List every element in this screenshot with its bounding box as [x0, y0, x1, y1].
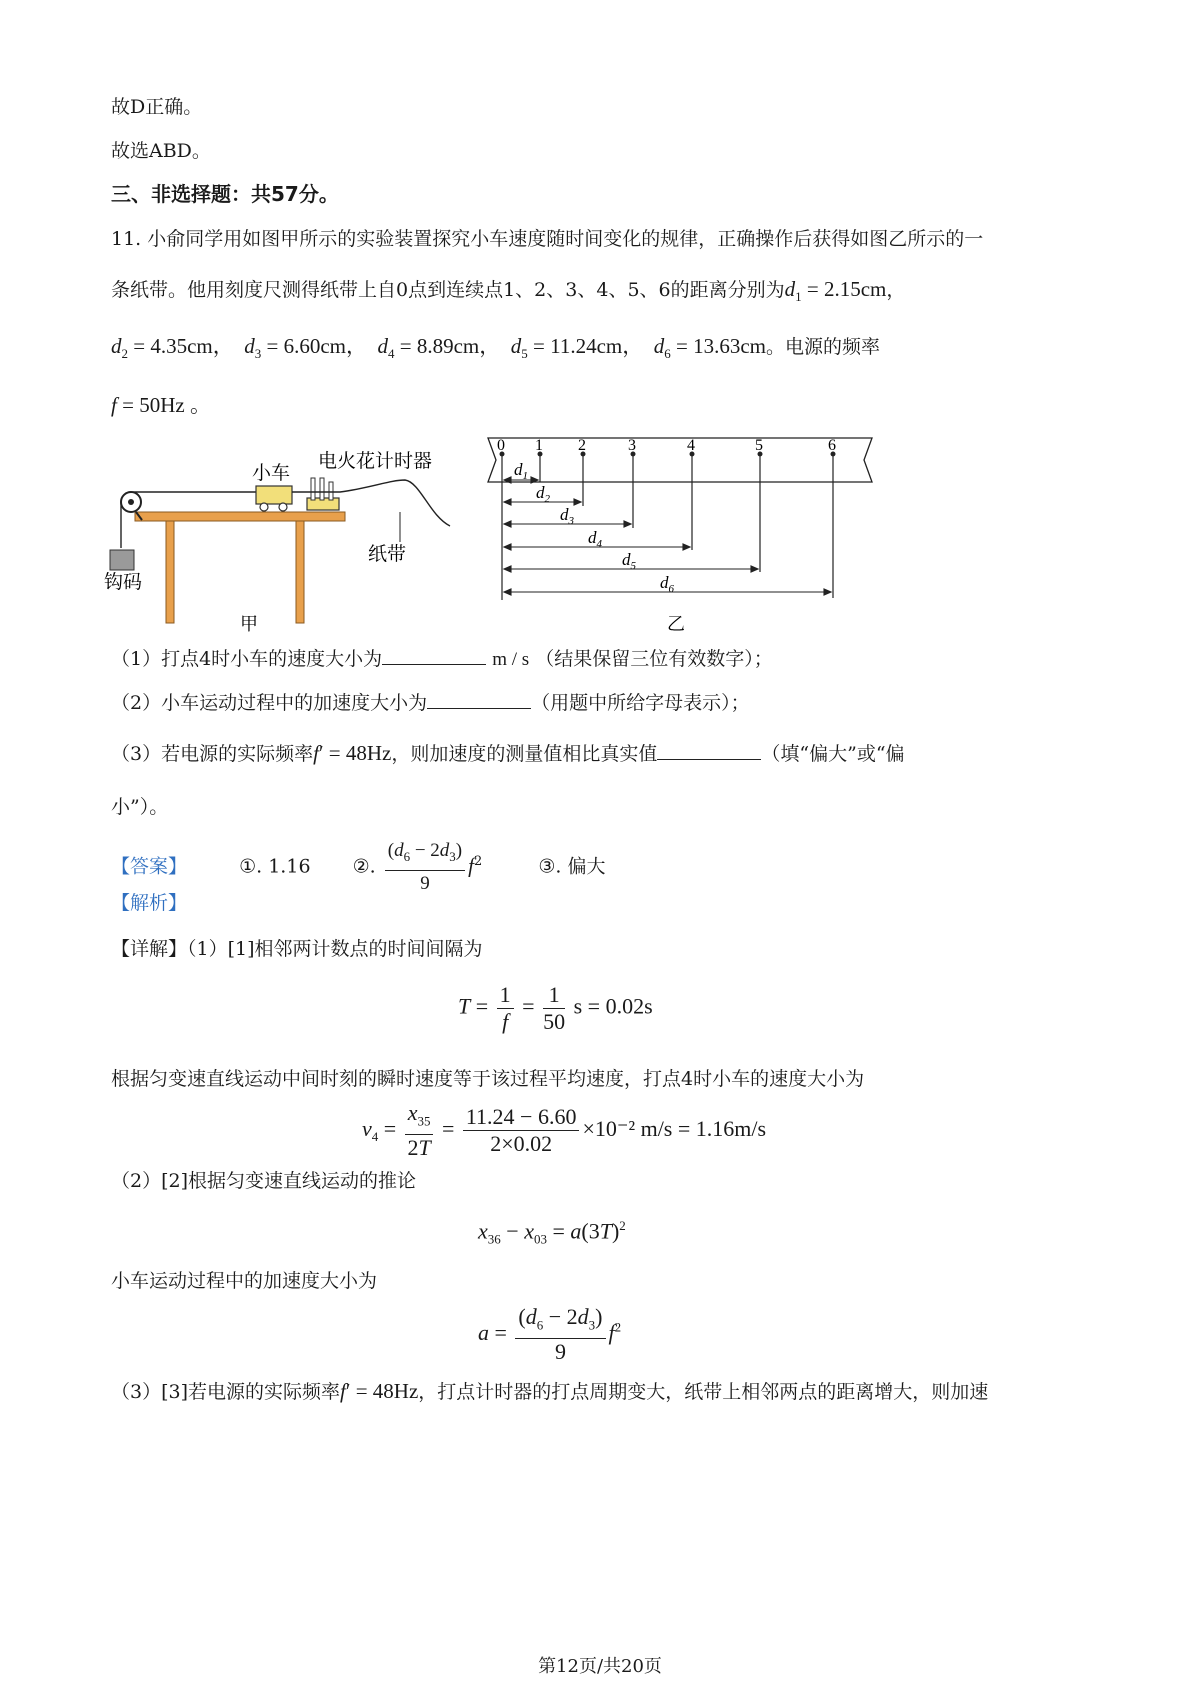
sub1-text: （1）打点4时小车的速度大小为 [111, 648, 383, 670]
sub3-mid: ，则加速度的测量值相比真实值 [391, 743, 658, 765]
svg-text:d5: $d_5$ [622, 550, 636, 572]
d4-value: 8.89cm [416, 334, 480, 358]
d6-value: 13.63cm [693, 334, 766, 358]
weight-label: 钩码 [104, 572, 143, 593]
line-d-correct: 故D正确。 [111, 96, 203, 118]
answer-2-formula: $\frac{(d_6 - 2d_3)}{9}$ [385, 838, 465, 897]
svg-text:d6: $d_6$ [660, 573, 674, 595]
analysis-label: 【解析】 [111, 892, 188, 914]
answer-blank-3[interactable] [657, 741, 761, 760]
sub3-freq: 48Hz [345, 741, 392, 765]
sub2-text: （2）小车运动过程中的加速度大小为 [111, 692, 428, 714]
sub-question-2 [111, 690, 750, 716]
point-0-label: 0 [497, 437, 505, 454]
sub3-text: （3）若电源的实际频率 [111, 743, 314, 765]
d5-value: 11.24cm [550, 334, 623, 358]
detail-3-rest: ，打点计时器的打点周期变大，纸带上相邻两点的距离增大，则加速 [418, 1381, 989, 1403]
point-3-label: 3 [628, 437, 636, 454]
question-11-line-3: $d_2 = 4.35cm$， $d_3 = 6.60cm$， $d_4 = 8.89cm$， $d_5 = 11.24cm$， $d_6 = 13.63cm$。电源的频率 [111, 334, 880, 362]
point-5-label: 5 [755, 437, 763, 454]
sub1-unit: m / s [492, 649, 530, 670]
answer-label: 【答案】 [111, 855, 188, 878]
point-2-label: 2 [578, 437, 586, 454]
sub-question-1 [111, 646, 773, 673]
velocity-result: ×10⁻² m/s = 1.16m/s [582, 1115, 767, 1141]
frequency-text: 。电源的频率 [765, 336, 880, 358]
svg-text:d4: $d_4$ [588, 528, 602, 550]
question-11-line-2: 条纸带。他用刻度尺测得纸带上自0点到连续点1、2、3、4、5、6的距离分别为$d_1 = 2.15cm$， [111, 277, 906, 305]
page-footer: 第12页/共20页 [538, 1656, 662, 1677]
question-11-line-1: 11. 小俞同学用如图甲所示的实验装置探究小车速度随时间变化的规律，正确操作后获得如图乙所示的一 [111, 228, 984, 250]
tape-label: 纸带 [368, 544, 407, 565]
detail-2: （2）[2]根据匀变速直线运动的推论 [111, 1170, 417, 1192]
d3-value: 6.60cm [283, 334, 346, 358]
figure-b-label: 乙 [667, 614, 685, 634]
velocity-denominator: 2×0.02 [490, 1131, 553, 1157]
sub3-note: （填“偏大”或“偏 [761, 743, 905, 765]
equation-velocity: $v_4$ = $\frac{x_{35}}{2T}$ = $\frac{11.24 - 6.60}{2\times 0.02}$ ×10⁻² m/s = 1.16m/s [362, 1100, 767, 1161]
svg-text:d2: $d_2$ [536, 483, 550, 505]
detail-3: （3）[3]若电源的实际频率f′ = 48Hz，打点计时器的打点周期变大，纸带上相邻两点的距离增大，则加速 [111, 1379, 989, 1403]
cart-icon [256, 486, 292, 504]
question-11-text: 条纸带。他用刻度尺测得纸带上自0点到连续点1、2、3、4、5、6的距离分别为 [111, 279, 785, 301]
equation-period: T = $\frac{1}{f}$ = $\frac{1}{50}$ s = 0.02s [458, 982, 653, 1034]
section-heading: 三、非选择题：共57分。 [111, 182, 339, 206]
equation-displacement: $x_{36} - x_{03} = a(3T)^2$ [478, 1218, 626, 1247]
cart-label: 小车 [252, 463, 291, 484]
figure-a-apparatus [104, 450, 450, 634]
answer-blank-2[interactable] [427, 690, 531, 709]
answer-3: ③. 偏大 [538, 855, 606, 878]
period-result: s = 0.02s [573, 993, 653, 1019]
d1-value: 2.15cm [823, 277, 887, 301]
answer-1: ①. 1.16 [239, 855, 311, 878]
paragraph-velocity: 根据匀变速直线运动中间时刻的瞬时速度等于该过程平均速度，打点4时小车的速度大小为 [111, 1068, 865, 1090]
figure-b-tape [488, 437, 872, 634]
detail-3-text: （3）[3]若电源的实际频率 [111, 1381, 341, 1403]
point-6-label: 6 [828, 437, 836, 454]
line-choose-abd: 故选ABD。 [111, 140, 211, 162]
equation-acceleration: a = $\frac{(d_6 - 2d_3)}{9}$ $f^2$ [478, 1304, 622, 1365]
point-1-label: 1 [535, 437, 543, 454]
detail-1: 【详解】（1）[1]相邻两计数点的时间间隔为 [111, 938, 483, 960]
paragraph-acceleration: 小车运动过程中的加速度大小为 [111, 1270, 378, 1292]
experiment-figure [100, 430, 950, 645]
d2-value: 4.35cm [150, 334, 213, 358]
sub2-note: （用题中所给字母表示）； [531, 692, 750, 714]
figure-a-label: 甲 [240, 614, 258, 634]
detail-3-freq: 48Hz [372, 1379, 419, 1403]
sub-question-3: （3）若电源的实际频率f′ = 48Hz，则加速度的测量值相比真实值 （填“偏大”或“偏 [111, 741, 905, 765]
velocity-numerator: 11.24 − 6.60 [463, 1104, 580, 1131]
answer-2-label: ②. [352, 855, 376, 878]
answer-blank-1[interactable] [382, 646, 486, 665]
svg-text:d3: $d_3$ [560, 505, 574, 527]
answer-row: 【答案】 ①. 1.16 ②. $\frac{(d_6 - 2d_3)}{9}$ $f^2$ ③. 偏大 [111, 832, 605, 892]
timer-label: 电火花计时器 [318, 451, 433, 472]
point-4-label: 4 [687, 437, 695, 454]
svg-text:d1: $d_1$ [514, 460, 528, 482]
sub1-note: （结果保留三位有效数字）； [535, 648, 773, 670]
question-11-line-4: f = 50Hz 。 [111, 393, 211, 417]
f-value: 50Hz [139, 393, 185, 417]
sub-question-3-end: 小”）。 [111, 796, 169, 818]
